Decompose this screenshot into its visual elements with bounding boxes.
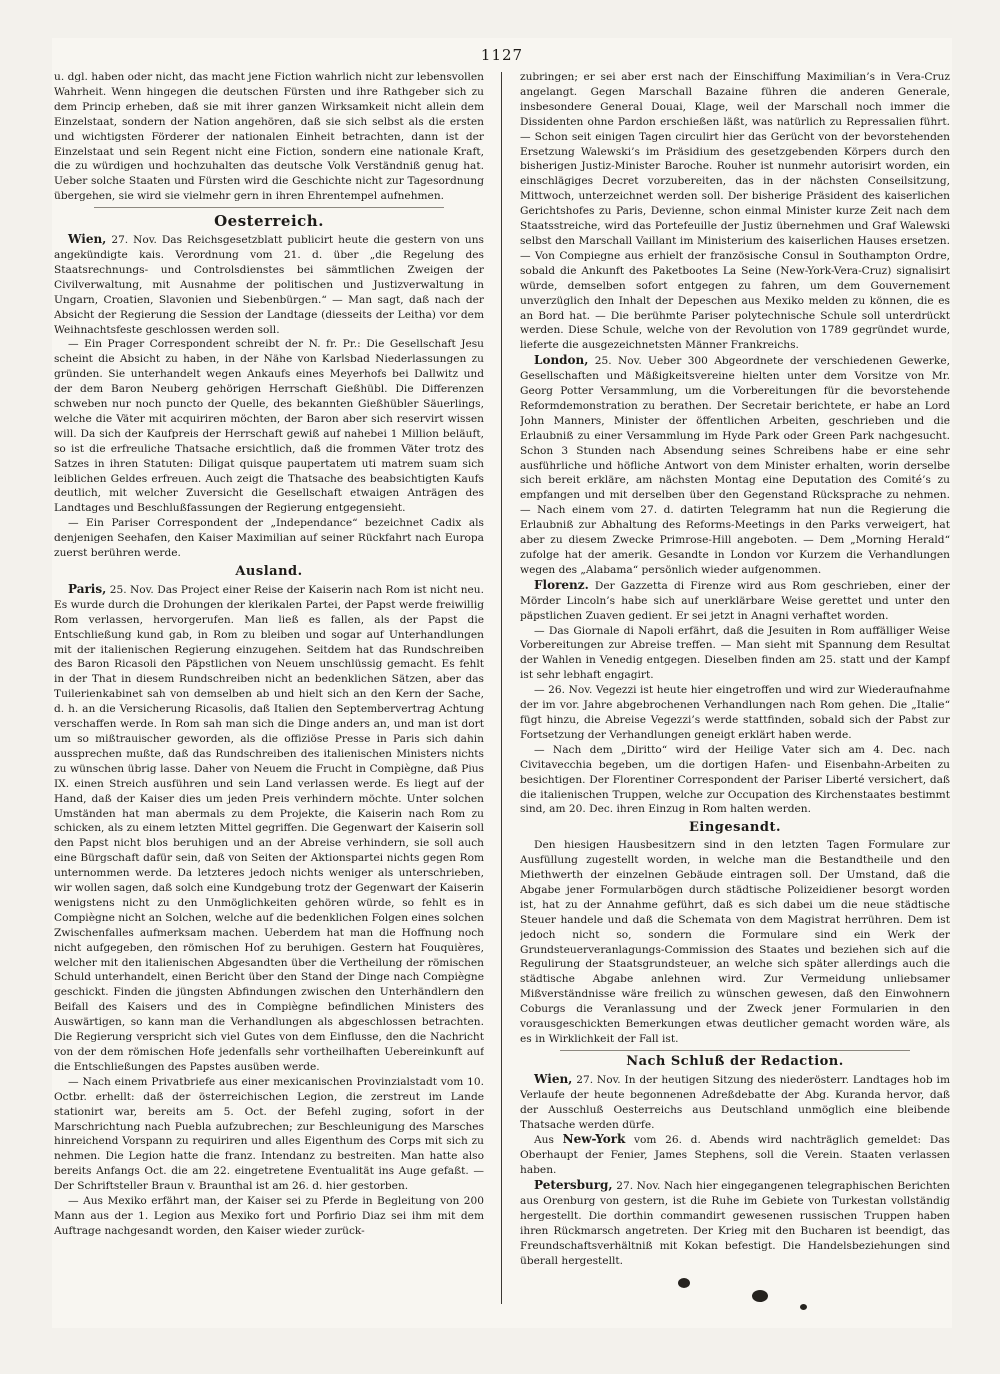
dateline-new-york: New-York [562, 1132, 626, 1147]
article-mexico: — Nach einem Privatbriefe aus einer mexicanischen Provinzialstadt vom 10. Octbr. erhellt: daß der österreichischen Legion, die zerstreut im Lande stationirt war, bereits am 5. Oct. der Befehl zuging, sofort in der Marschrichtung nach Puebla aufzubrechen; zur Beschleunigung des Marsches hinreichend Vorspann zu requiriren und alles Eigenthum des Corps mit sich zu nehmen. Die Legion hatte die franz. Intendanz zu bestreiten. Man hatte also bereits Anfangs Oct. die am 22. eingetretene Eventualität ins Auge gefaßt. — Der Schriftsteller Braun v. Braunthal ist am 26. d. hier gestorben. [54, 1075, 484, 1193]
section-heading-abroad: Ausland. [235, 564, 303, 579]
article-paris [54, 582, 484, 1075]
article-petersburg [520, 1178, 950, 1268]
article-napoli: — Das Giornale di Napoli erfährt, daß die Jesuiten in Rom auffälliger Weise Vorbereitungen zur Abreise treffen. — Man sieht mit Spannung dem Resultat der Wahlen in Venedig entgegen. Dieselben finden am 25. statt und der Kampf ist sehr lebhaft engagirt. [520, 624, 950, 682]
article-wien-late-text: 27. Nov. In der heutigen Sitzung des niederösterr. Landtages hob im Verlaufe der heute begonnenen Adreßdebatte der Abg. Kuranda hervor, daß der Ausschluß Oesterreichs aus Deutschland unmöglich eine bleibende Thatsache werden dürfe. [520, 1073, 950, 1131]
article-diritto: — Nach dem „Diritto“ wird der Heilige Vater sich am 4. Dec. nach Civitavecchia begeben, um die dortigen Hafen- und Eisenbahn-Arbeiten zu besichtigen. Der Florentiner Correspondent der Pariser Liberté versichert, daß die italienischen Truppen, welche zur Occupation des Kirchenstaates bestimmt sind, am 20. Dec. ihren Einzug in Rom halten werden. [520, 743, 950, 816]
divider [94, 207, 444, 208]
dateline-paris: Paris, [68, 581, 107, 596]
dateline-wien-late: Wien, [534, 1071, 573, 1086]
article-florenz [520, 578, 950, 624]
article-london-text: 25. Nov. Ueber 300 Abgeordnete der verschiedenen Gewerke, Gesellschaften und Mäßigkeitsvereine hielten unter dem Vorsitze von Mr. Georg Potter Versammlung, um die Vorbereitungen für die bevorstehende Reformdemonstration zu berathen. Der Secretair berichtete, er habe an Lord John Manners, Minister der öffentlichen Arbeiten, geschrieben und die Erlaubniß zu einer Versammlung im Hyde Park oder Green Park nachgesucht. Schon 3 Stunden nach Absendung seines Schreibens habe er eine sehr ausführliche und höfliche Antwort von dem Minister erhalten, worin derselbe sich bereit erkläre, am nächsten Montag eine Deputation des Comité’s zu empfangen und mit derselben über den Gegenstand Rücksprache zu nehmen. — Nach einem vom 27. d. datirten Telegramm hat nun die Regierung die Erlaubniß zur Abhaltung des Reforms-Meetings in den Parks verweigert, hat aber zu diesem Zwecke Primrose-Hill angeboten. — Dem „Morning Herald“ zufolge hat der amerik. Gesandte in London vor Kurzem die Verhandlungen wegen des „Alabama“ persönlich wieder aufgenommen. [520, 355, 950, 576]
article-wien [54, 232, 484, 337]
newspaper-page [52, 38, 952, 1328]
article-new-york-text: vom 26. d. Abends wird nachträglich gemeldet: Das Oberhaupt der Fenier, James Stephens, soll die Verein. Staaten verlassen haben. [520, 1134, 950, 1177]
article-eingesandt: Den hiesigen Hausbesitzern sind in den letzten Tagen Formulare zur Ausfüllung zugestellt worden, in welche man die Bestandtheile und den Miethwerth der einzelnen Gebäude eintragen soll. Der Umstand, daß die Abgabe jener Formularbögen durch städtische Polizeidiener besorgt worden ist, hat zu der Annahme geführt, daß es sich dabei um die neue städtische Steuer handele und daß die Schemata von dem Magistrat herrühren. Dem ist jedoch nicht so, sondern die Formulare sind ein Werk der Grundsteuerveranlagungs-Commission des Staates und beziehen sich auf die Regulirung der Staatsgrundsteuer, an welche sich später allerdings auch die städtische Abgabe anlehnen wird. Zur Vermeidung unliebsamer Mißverständnisse wäre freilich zu wünschen gewesen, daß den Einwohnern Coburgs die Veranlassung und der Zweck jener Formularien in den vorausgeschickten Bemerkungen etwas deutlicher gemacht worden wäre, als es in Wirklichkeit der Fall ist. [520, 839, 950, 1045]
article-wien-text: 27. Nov. Das Reichsgesetzblatt publicirt heute die gestern von uns angekündigte kais. Verordnung vom 21. d. über „die Regelung des Staatsrechnungs- und Controlsdienstes bei sämmtlichen Zweigen der Civilverwaltung, mit Ausnahme der politischen und Justizverwaltung in Ungarn, Croatien, Slavonien und Siebenbürgen.“ — Man sagt, daß nach der Absicht der Regierung die Session der Landtage (diesseits der Leitha) vor dem Weihnachtsfeste geschlossen werden soll. [54, 234, 484, 336]
section-heading-submitted: Eingesandt. [689, 820, 781, 836]
article-new-york [520, 1132, 950, 1178]
article-london [520, 353, 950, 578]
article-new-york-prefix: Aus [534, 1134, 563, 1147]
article-prager: — Ein Prager Correspondent schreibt der N. fr. Pr.: Die Gesellschaft Jesu scheint die Absicht zu haben, in der Nähe von Karlsbad Niederlassungen zu gründen. Sie unterhandelt wegen Ankaufs eines Meyerhofs bei Dallwitz und der dem Baron Neuberg gehörigen Herrschaft Gießhübl. Die Differenzen schweben nur noch puncto der Quelle, des bekannten Gießhübler Säuerlings, welche die Väter mit acquiriren möchten, der Baron aber sich reservirt wissen will. Da sich der Kaufpreis der Herrschaft gewiß auf nahebei 1 Million beläuft, so ist die erfreuliche Thatsache ersichtlich, daß die frommen Väter trotz des Satzes in ihren Statuten: Diligat quisque paupertatem uti matrem suam sich leiblichen Geldes erfreuen. Auch zeigt die Thatsache des beabsichtigten Kaufs deutlich, mit welcher Zuversicht die Gesellschaft etwaigen Anträgen des Landtages und Beschlußfassungen der Regierung entgegensieht. [54, 338, 484, 515]
left-column [54, 70, 484, 1325]
article-florenz-text: Der Gazzetta di Firenze wird aus Rom geschrieben, einer der Mörder Lincoln’s habe sich auf unerklärbare Weise gerettet und unter den päpstlichen Zuaven gedient. Er sei jetzt in Anagni verhaftet worden. [520, 579, 950, 622]
article-aus-mexiko: — Aus Mexiko erfährt man, der Kaiser sei zu Pferde in Begleitung von 200 Mann aus der 1. Legion aus Mexiko fort und Porfirio Diaz sei ihm mit dem Auftrage nachgesandt worden, den Kaiser wieder zurück- [54, 1195, 484, 1237]
dateline-wien: Wien, [68, 232, 107, 247]
section-heading-late-news: Nach Schluß der Redaction. [626, 1053, 844, 1069]
article-paris-continued: zubringen; er sei aber erst nach der Einschiffung Maximilian’s in Vera-Cruz angelangt. Gegen Marschall Bazaine führen die anderen Generale, insbesondere General Douai, Klage, weil der Marschall noch immer die Dissidenten ohne Pardon erschießen läßt, was natürlich zu Repressalien führt. — Schon seit einigen Tagen circulirt hier das Gerücht von der bevorstehenden Ersetzung Walewski’s im Präsidium des gesetzgebenden Körpers durch den bisherigen Justiz-Minister Baroche. Rouher ist nunmehr autorisirt worden, ein einschlägiges Decret vorzubereiten, das in der nächsten Conseilsitzung, Mittwoch, unterzeichnet werden soll. Der bisherige Präsident des kaiserlichen Gerichtshofes zu Paris, Devienne, schon einmal Minister kurze Zeit nach dem Staatsstreiche, wird das Portefeuille der Justiz übernehmen und Graf Walewski selbst den Marschall Vaillant im Ministerium des kaiserlichen Hauses ersetzen. — Von Compiegne aus erhielt der französische Consul in Southampton Ordre, sobald die Ankunft des Paketbootes La Seine (New-York-Vera-Cruz) signalisirt würde, demselben sofort entgegen zu fahren, um dem Gouvernement unverzüglich den Inhalt der Depeschen aus Mexiko melden zu können, die es an Bord hat. — Die berühmte Pariser polytechnische Schule soll unterdrückt werden. Diese Schule, welche von der Revolution von 1789 gegründet wurde, lieferte die ausgezeichnetsten Männer Frankreichs. [520, 71, 950, 352]
dateline-florenz: Florenz. [534, 577, 589, 592]
intro-paragraph: u. dgl. haben oder nicht, das macht jene Fiction wahrlich nicht zur lebensvollen Wahrheit. Wenn hingegen die deutschen Fürsten und ihre Rathgeber sich zu dem Princip erheben, daß sie mit ihrer ganzen Wirksamkeit nicht allein dem Einzelstaat, sondern der Nation angehören, daß sie sich selbst als die ersten und wichtigsten Förderer der nationalen Einheit betrachten, dann ist der Einzelstaat und sein Regent nicht eine Fiction, sondern eine nationale Kraft, die zu würdigen und hochzuhalten das deutsche Volk Verständniß genug hat. Ueber solche Staaten und Fürsten wird die Geschichte nicht zur Tagesordnung übergehen, sie wird sie vielmehr gern in ihren Ehrentempel aufnehmen. [54, 71, 484, 203]
ink-stain [752, 1290, 768, 1302]
dateline-london: London, [534, 353, 589, 368]
dateline-petersburg: Petersburg, [534, 1178, 613, 1193]
right-column [520, 70, 950, 1325]
article-pariser: — Ein Pariser Correspondent der „Independance“ bezeichnet Cadix als denjenigen Seehafen, den Kaiser Maximilian auf seiner Rückfahrt nach Europa zuerst berühren werde. [54, 517, 484, 560]
column-divider [501, 72, 502, 1304]
article-paris-text: 25. Nov. Das Project einer Reise der Kaiserin nach Rom ist nicht neu. Es wurde durch die Drohungen der klerikalen Partei, der Papst werde freiwillig Rom verlassen, hervorgerufen. Man ließ es fallen, als der Papst die Entschließung kund gab, in Rom zu bleiben und sogar auf Unterhandlungen mit der italienischen Regierung einzugehen. Seitdem hat das Rundschreiben des Baron Ricasoli den Päpstlichen von Neuem unschlüssig gemacht. Es fehlt in der That in diesem Rundschreiben nicht an bedenklichen Sätzen, aber das Tuilerienkabinet sah von demselben ab und hielt sich an den Kern der Sache, d. h. an die Versicherung Ricasolis, daß Italien den Septembervertrag Achtung verschaffen werde. In Rom sah man sich die Dinge anders an, und man ist dort um so mißtrauischer geworden, als die offiziöse Presse in Paris sich dahin aussprechen mußte, daß das Rundschreiben des italienischen Ministers nichts zu wünschen übrig lasse. Daher von Neuem die Frucht in Compiègne, daß Pius IX. einen Streich ausführen und sein Land verlassen werde. Es liegt auf der Hand, daß der Kaiser dies um jeden Preis verhindern möchte. Unter solchen Umständen hat man abermals zu dem Projekte, die Kaiserin nach Rom zu schicken, als zu einem letzten Mittel gegriffen. Die Gegenwart der Kaiserin soll den Papst nicht blos beruhigen und an der Abreise verhindern, sie soll auch eine Bürgschaft dafür sein, daß von Seiten der Aktionspartei nichts gegen Rom unternommen werde. Da letzteres jedoch nichts weniger als unterschrieben, wir wollen sagen, daß solch eine Kundgebung trotz der Gegenwart der Kaiserin wenigstens nicht zu den Unmöglichkeiten gehören würde, so fehlt es in Compiègne nicht an Solchen, welche auf die bedenklichen Folgen eines solchen Zwischenfalles aufmerksam machen. Ueberdem hat man die Hoffnung noch nicht aufgegeben, den römischen Hof zu beruhigen. Gestern hat Fouquières, welcher mit den italienischen Abgesandten über die Vertheilung der römischen Schuld unterhandelt, einen Bericht über den Stand der Dinge nach Compiègne geschickt. Finden die jüngsten Abfindungen zwischen den Unterhändlern den Beifall des Kaisers und des in Compiègne befindlichen Ministers des Auswärtigen, so kann man die Verhandlungen als abgeschlossen betrachten. Die Regierung verspricht sich viel Gutes von dem Einflusse, den die Nachricht von der dem römischen Hofe jedenfalls sehr vortheilhaften Uebereinkunft auf die Entschließungen des Papstes ausüben werde. [54, 583, 484, 1073]
page-number: 1127 [480, 46, 524, 64]
article-vegezzi: — 26. Nov. Vegezzi ist heute hier eingetroffen und wird zur Wiederaufnahme der im vor. Jahre abgebrochenen Verhandlungen nach Rom gehen. Die „Italie“ fügt hinzu, die Abreise Vegezzi’s werde stattfinden, sobald sich der Pabst zur Fortsetzung der Verhandlungen geneigt erklärt haben werde. [520, 684, 950, 741]
divider [560, 1050, 910, 1051]
article-petersburg-text: 27. Nov. Nach hier eingegangenen telegraphischen Berichten aus Orenburg von gestern, ist die Ruhe im Gebiete von Turkestan vollständig hergestellt. Die dorthin commandirt gewesenen russischen Truppen haben ihren Rückmarsch angetreten. Der Krieg mit den Bucharen ist beendigt, das Freundschaftsverhältniß mit Kokan befestigt. Die Handelsbeziehungen sind überall hergestellt. [520, 1180, 950, 1267]
section-heading-austria: Oesterreich. [214, 212, 324, 231]
ink-stain [678, 1278, 690, 1288]
ink-stain [800, 1304, 807, 1310]
article-wien-late [520, 1072, 950, 1133]
